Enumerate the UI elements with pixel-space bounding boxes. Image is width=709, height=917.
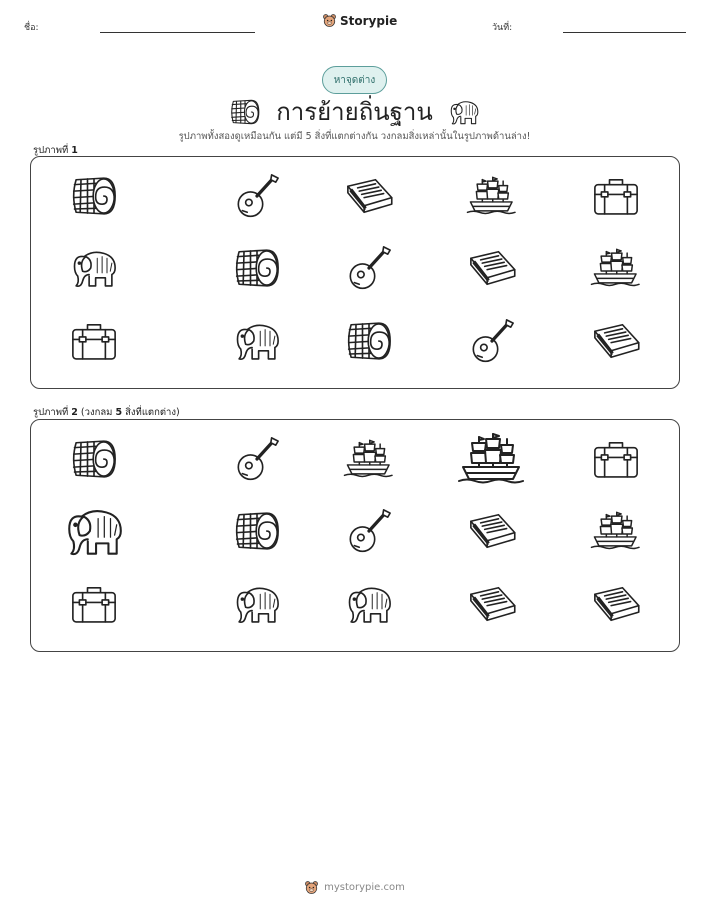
bedroll-icon[interactable] (68, 170, 120, 222)
ship-icon[interactable] (466, 170, 518, 222)
suitcase-icon[interactable] (68, 315, 120, 367)
footer (0, 880, 709, 895)
bear-mascot-icon (304, 880, 319, 895)
activity-badge: หาจุดต่าง (322, 66, 387, 94)
book-icon[interactable] (466, 505, 518, 557)
picture-2-label-rest: สิ่งที่แตกต่าง) (122, 407, 180, 418)
picture-2-label (33, 405, 180, 420)
picture-1-panel (30, 156, 680, 389)
elephant-icon[interactable] (343, 578, 395, 630)
brand-logo (322, 13, 397, 28)
book-icon[interactable] (466, 242, 518, 294)
bedroll-icon[interactable] (231, 242, 283, 294)
picture-2-label-open: (วงกลม (77, 407, 116, 418)
name-label: ชื่อ: (24, 23, 39, 33)
lute-icon[interactable] (231, 433, 283, 485)
lute-icon[interactable] (231, 170, 283, 222)
ship-icon[interactable] (590, 505, 642, 557)
picture-2-panel (30, 419, 680, 652)
book-icon[interactable] (590, 315, 642, 367)
lute-icon[interactable] (343, 242, 395, 294)
suitcase-icon[interactable] (590, 433, 642, 485)
elephant-icon[interactable] (231, 315, 283, 367)
book-icon[interactable] (590, 578, 642, 630)
page-title: การย้ายถิ่นฐาน (276, 98, 433, 126)
suitcase-icon[interactable] (68, 578, 120, 630)
book-icon[interactable] (343, 170, 395, 222)
title-row (0, 92, 709, 131)
elephant-icon (447, 97, 481, 127)
picture-2-label-text: รูปภาพที่ (33, 407, 72, 418)
bedroll-icon (228, 97, 262, 127)
instructions: รูปภาพทั้งสองดูเหมือนกัน แต่มี 5 สิ่งที่แตกต่างกัน วงกลมสิ่งเหล่านั้นในรูปภาพด้านล่าง! (178, 131, 531, 142)
ship-icon[interactable] (590, 242, 642, 294)
lute-icon[interactable] (343, 505, 395, 557)
picture-1-label-number: 1 (71, 145, 78, 156)
picture-2-label-number: 2 (71, 407, 78, 418)
elephant-icon[interactable] (61, 498, 127, 564)
ship-icon[interactable] (343, 433, 395, 485)
date-line[interactable] (563, 32, 686, 33)
elephant-icon[interactable] (68, 242, 120, 294)
brand-name: Storypie (340, 13, 398, 28)
lute-icon[interactable] (466, 315, 518, 367)
footer-url[interactable]: mystorypie.com (324, 882, 405, 893)
bedroll-icon[interactable] (68, 433, 120, 485)
book-icon[interactable] (466, 578, 518, 630)
date-label: วันที่: (492, 23, 513, 33)
ship-icon[interactable] (457, 424, 527, 494)
picture-1-label-text: รูปภาพที่ (33, 145, 72, 156)
bear-mascot-icon (322, 13, 337, 28)
suitcase-icon[interactable] (590, 170, 642, 222)
picture-2-label-count: 5 (115, 407, 123, 418)
bedroll-icon[interactable] (343, 315, 395, 367)
bedroll-icon[interactable] (231, 505, 283, 557)
name-line[interactable] (100, 32, 255, 33)
elephant-icon[interactable] (231, 578, 283, 630)
